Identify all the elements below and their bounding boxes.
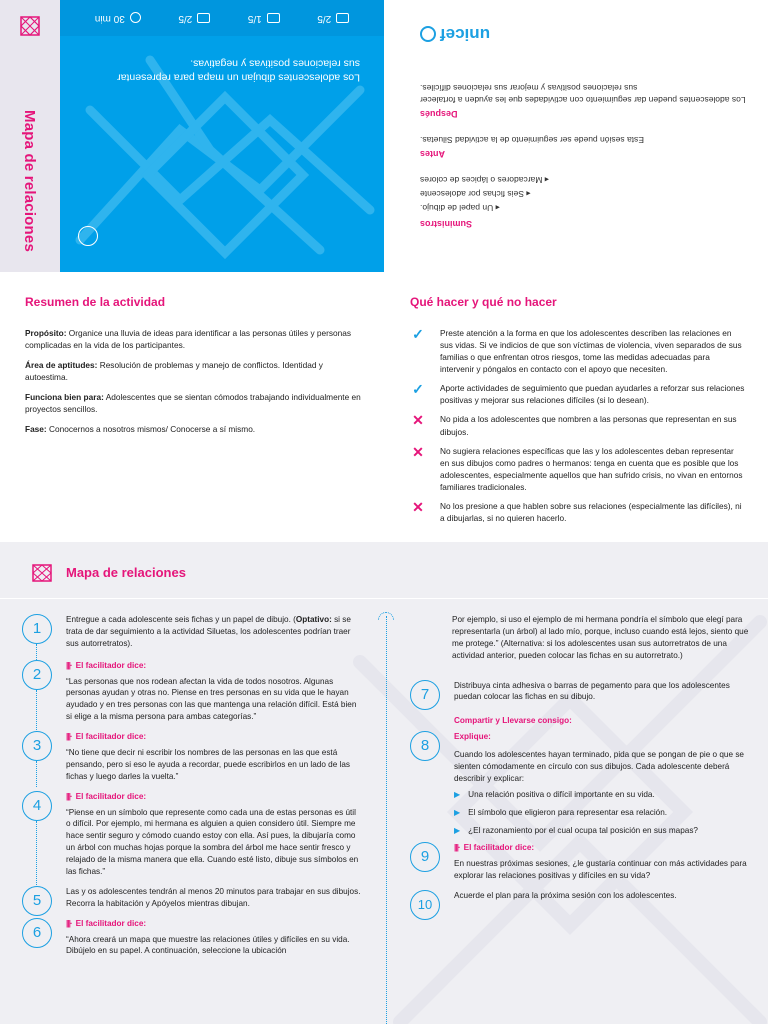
side-title: Mapa de relaciones	[20, 110, 38, 252]
steps-right	[410, 614, 750, 913]
step-number: 5	[22, 886, 52, 916]
triangle-bullet-icon: ▶	[454, 807, 461, 817]
dos-title: Qué hacer y qué no hacer	[410, 295, 557, 309]
supply-item: ◂ Marcadores o lápices de colores	[420, 175, 550, 185]
summary-item: Propósito: Organice una lluvia de ideas para identificar a las personas útiles y personas complicadas en la vida de los participantes.	[25, 328, 352, 351]
section-header	[32, 564, 186, 583]
section-title: Mapa de relaciones	[66, 565, 186, 580]
instructions-section	[0, 542, 768, 1024]
step-4: 4 |||· El facilitador dice: “Piense en un símbolo que represente como cada una de estas personas es útil o difícil. Por ejemplo, mi hermana es alguien a quien considero útil. Siempre me hace sentir seguro y cómodo cuando estoy con ella. Así pues, la dibujaría como un árbol con muchas hojas porque la sombra del árbol me hace sentir fresco y relajado de la misma manera que ella. Cuando esté listo, dibuje sus símbolos en las fichas.”	[22, 791, 362, 878]
facilitator-says: |||· El facilitador dice:	[66, 791, 147, 801]
summary-section	[0, 280, 768, 530]
facilitator-says: |||· El facilitador dice:	[66, 660, 147, 670]
step-6-continued: Por ejemplo, si uso el ejemplo de mi hermana pondría el símbolo que elegí para representarla (un árbol) al lado mío, porque, incluso cuando está lejos, siento que me protege.” (Alternativa: si los adolescentes usan sus autorretratos de una actividad anterior, pueden colocar las fichas en su autorretrato.)	[452, 615, 749, 660]
step-7: 7 Distribuya cinta adhesiva o barras de pegamento para que los adolescentes puedan colocar las fichas en su dibujo.	[410, 680, 750, 704]
upside-down-panel	[400, 0, 768, 272]
summary-title: Resumen de la actividad	[25, 295, 166, 309]
before-heading: Antes	[420, 149, 446, 159]
cross-icon: ✕	[412, 443, 424, 460]
speech-icon: |||·	[66, 918, 72, 928]
bullet-item: ▶ ¿El razonamiento por el cual ocupa tal posición en sus mapas?	[454, 825, 698, 835]
summary-item: Área de aptitudes: Resolución de problemas y manejo de conflictos. Identidad y autoestima.	[25, 360, 323, 383]
dont-item: ✕ No pida a los adolescentes que nombren a las personas que representan en sus dibujos.	[410, 413, 745, 437]
speech-icon: |||·	[66, 660, 72, 670]
explain-label: Explique:	[454, 732, 491, 742]
do-item: ✓ Aporte actividades de seguimiento que puedan ayudarles a reforzar sus relaciones positivas y mejorar sus relaciones difíciles (si lo desean).	[410, 382, 745, 406]
after-heading: Después	[420, 109, 458, 119]
steps-left	[22, 614, 362, 957]
dont-item: ✕ No los presione a que hablen sobre sus relaciones (especialmente las difíciles), ni a dibujarlas, si no quieren hacerlo.	[410, 500, 745, 524]
facilitator-says: |||· El facilitador dice:	[66, 732, 147, 742]
facilitator-says: |||· El facilitador dice:	[454, 843, 535, 853]
after-text: Los adolescentes pueden dar seguimiento con actividades que les ayuden a fortalecer sus relaciones positivas y mejorar sus relaciones difíciles.	[420, 82, 746, 105]
supplies-heading: Suministros	[420, 219, 473, 229]
triangle-bullet-icon: ▶	[454, 789, 461, 799]
step-2: 2 |||· El facilitador dice: “Las personas que nos rodean afectan la vida de todos nosotros. Algunas personas ayudan y otras no. Piense en tres personas en su vida que le hayan ayudado y en tres personas con las que mantenga una relación difícil. Está bien si elige a la misma persona para ambas categorías.”	[22, 660, 362, 723]
facilitator-says: |||· El facilitador dice:	[66, 918, 147, 928]
summary-item: Fase: Conocernos a nosotros mismos/ Conocerse a sí mismo.	[25, 424, 256, 435]
meta-book: 1/5	[248, 11, 280, 26]
step-number: 9	[410, 842, 440, 872]
activity-meta	[60, 0, 384, 36]
card-caption: Los adolescentes dibujan un mapa para representar sus relaciones positivas y negativas.	[117, 57, 360, 84]
clock-icon	[130, 13, 141, 24]
map-illustration	[60, 0, 384, 272]
step-8: 8 Explique: Cuando los adolescentes hayan terminado, pida que se pongan de pie o que se sienten cómodamente en círculo con sus dibujos. Cada adolescente deberá describir y explicar: ▶ Una relación positiva o difícil importante en su vida. ▶ El símbolo que eligieron para representar esa relación. ▶ ¿El razonamiento por el cual ocupa tal posición en sus mapas?	[410, 731, 750, 836]
meta-cards: 2/5	[317, 11, 349, 26]
cross-icon: ✕	[412, 498, 424, 515]
summary-item: Funciona bien para: Adolescentes que se sientan cómodos trabajando individualmente en proyectos sencillos.	[25, 392, 361, 415]
check-icon: ✓	[412, 326, 424, 343]
step-number: 8	[410, 731, 440, 761]
unicef-logo: unicef	[420, 21, 490, 46]
meta-puzzle: 2/5	[178, 11, 210, 26]
step-number: 3	[22, 731, 52, 761]
dots-circle-icon	[78, 226, 98, 246]
activity-summary	[25, 294, 365, 444]
globe-icon	[420, 26, 436, 42]
puzzle-icon	[197, 13, 210, 23]
meta-time: 30 min	[95, 11, 141, 26]
connector	[36, 761, 37, 787]
cross-icon: ✕	[412, 412, 424, 429]
step-number: 6	[22, 918, 52, 948]
activity-card	[60, 0, 384, 272]
step-9: 9 |||· El facilitador dice: En nuestras próximas sesiones, ¿le gustaría continuar con más actividades para explorar las relaciones positivas y difíciles en su vida?	[410, 842, 750, 882]
divider	[0, 598, 768, 599]
do-item: ✓ Preste atención a la forma en que los adolescentes describen las relaciones en sus vidas. Si ve indicios de que son víctimas de violencia, viven separados de sus familias o que enfrentan otros riesgos, tome las medidas adecuadas para intervenir y póngalos en contacto con el apoyo que necesiten.	[410, 327, 745, 375]
share-heading-row	[410, 715, 750, 727]
step-number: 1	[22, 614, 52, 644]
side-tab	[0, 0, 60, 272]
map-logo-icon	[32, 564, 52, 582]
step-number: 4	[22, 791, 52, 821]
supply-item: ◂ Un papel de dibujo.	[420, 203, 500, 213]
step-5: 5 Las y os adolescentes tendrán al menos 20 minutos para trabajar en sus dibujos. Recorra la habitación y Apóyelos mientras dibujan.	[22, 886, 362, 910]
cards-icon	[336, 13, 349, 23]
bullet-item: ▶ El símbolo que eligieron para representar esa relación.	[454, 807, 668, 817]
step-number: 2	[22, 660, 52, 690]
speech-icon: |||·	[454, 843, 460, 853]
top-band	[0, 0, 768, 272]
triangle-bullet-icon: ▶	[454, 825, 461, 835]
step-number: 7	[410, 680, 440, 710]
check-icon: ✓	[412, 381, 424, 398]
speech-icon: |||·	[66, 791, 72, 801]
column-connector	[386, 616, 387, 1024]
step-6: 6 |||· El facilitador dice: “Ahora creará un mapa que muestre las relaciones útiles y difíciles en su vida. Dibújelo en su papel. A continuación, seleccione la ubicación	[22, 918, 362, 958]
share-heading: Compartir y Llevarse consigo:	[454, 716, 572, 726]
step-1: 1 Entregue a cada adolescente seis fichas y un papel de dibujo. (Optativo: si se trata de dar seguimiento a la actividad Siluetas, los adolescentes podrían traer sus autorretratos).	[22, 614, 362, 650]
bullet-item: ▶ Una relación positiva o difícil importante en su vida.	[454, 789, 655, 799]
step-number: 10	[410, 890, 440, 920]
book-icon	[267, 13, 280, 23]
speech-icon: |||·	[66, 732, 72, 742]
dont-item: ✕ No sugiera relaciones específicas que las y los adolescentes deban representar en sus dibujos como padres o hermanos: tenga en cuenta que es posible que los adolescentes, especialmente aquellos que han sufrido crisis, no vivan en entornos familiares tradicionales.	[410, 445, 745, 493]
dos-and-donts	[410, 294, 745, 531]
step-3: 3 |||· El facilitador dice: “No tiene que decir ni escribir los nombres de las personas en las que está pensando, pero si eso le ayuda a recordar, puede escribirlos en un lado de las fichas y luego darles la vuelta.”	[22, 731, 362, 783]
map-logo-icon	[20, 16, 40, 36]
step-10: 10 Acuerde el plan para la próxima sesión con los adolescentes.	[410, 890, 750, 902]
supply-item: ◂ Seis fichas por adolescente	[420, 189, 531, 199]
before-text: Esta sesión puede ser seguimiento de la actividad Siluetas.	[420, 135, 644, 145]
